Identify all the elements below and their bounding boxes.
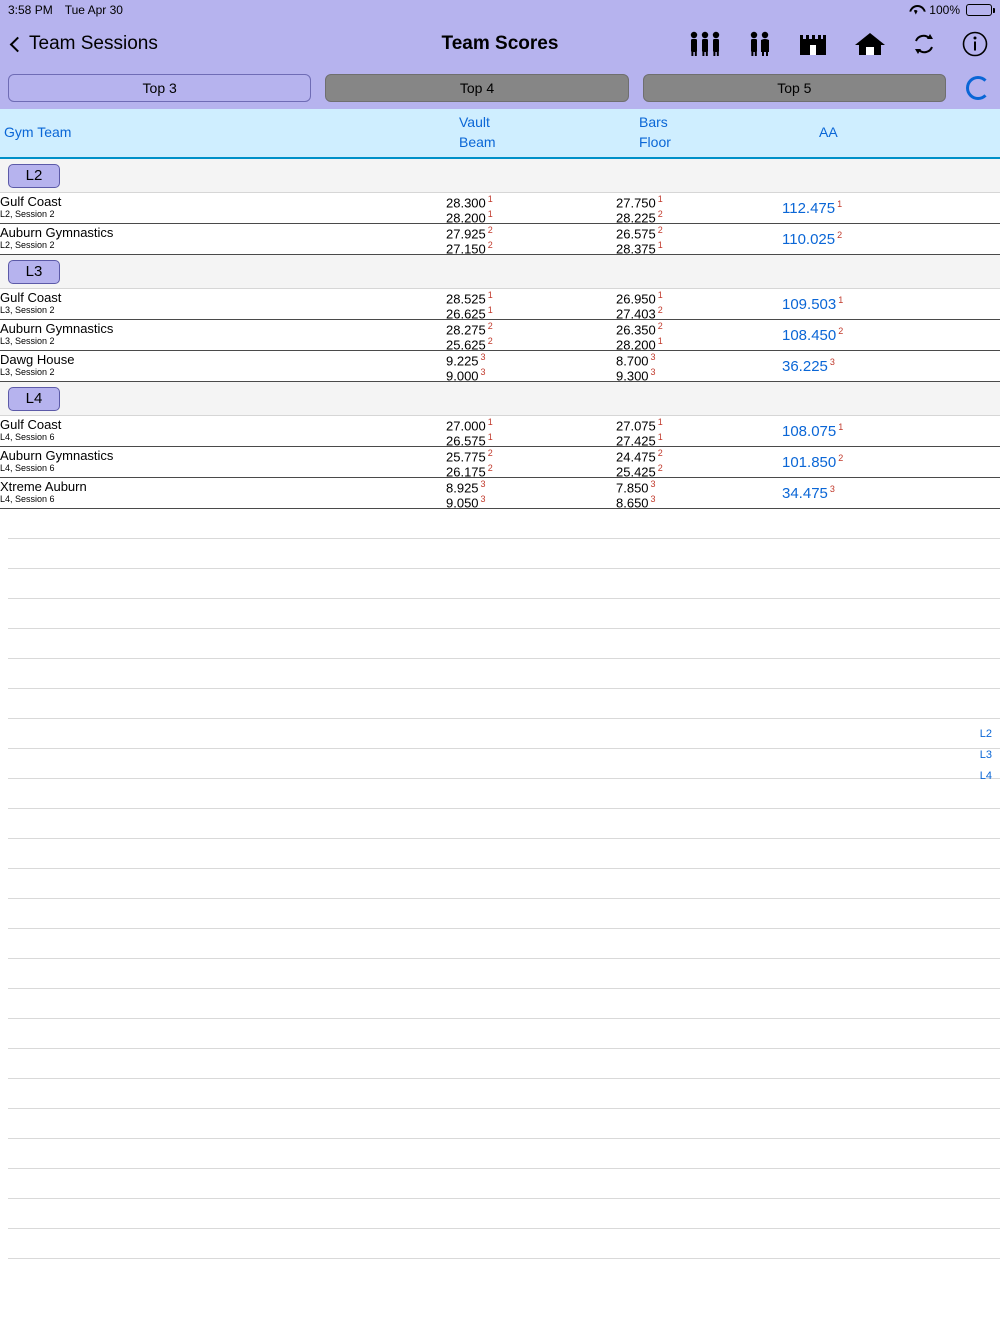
empty-row xyxy=(8,509,1000,539)
empty-rows xyxy=(8,509,1000,1259)
two-people-icon[interactable] xyxy=(748,31,772,57)
team-session: L2, Session 2 xyxy=(0,209,55,219)
wifi-icon xyxy=(909,5,923,16)
segment-top4[interactable] xyxy=(325,74,628,102)
team-name: Gulf Coast xyxy=(0,290,62,305)
table-row[interactable] xyxy=(0,320,1000,351)
score-aa: 109.503 $^1$ xyxy=(782,295,844,313)
page-title: Team Scores xyxy=(441,33,559,54)
team-session: L3, Session 2 xyxy=(0,305,55,315)
status-bar xyxy=(0,0,1000,20)
table-row[interactable] xyxy=(0,193,1000,224)
team-session: L4, Session 6 xyxy=(0,494,55,504)
empty-row xyxy=(8,1139,1000,1169)
team-name: Auburn Gymnastics xyxy=(0,321,114,336)
score-beam: 26.625 $^1$ xyxy=(446,305,493,322)
segment-top4-label: Top 4 xyxy=(459,80,495,96)
activity-spinner xyxy=(966,76,990,100)
score-bars: 8.700 $^3$ xyxy=(616,352,656,369)
column-header-bars[interactable]: Bars xyxy=(639,114,668,130)
navigation-bar xyxy=(0,20,1000,68)
section-index-bar[interactable] xyxy=(980,728,992,782)
score-beam: 27.150 $^2$ xyxy=(446,240,493,257)
score-beam: 26.575 $^1$ xyxy=(446,432,493,449)
team-name: Dawg House xyxy=(0,352,75,367)
group-header-l4 xyxy=(0,382,1000,416)
team-session: L4, Session 6 xyxy=(0,432,55,442)
score-bars: 27.750 $^1$ xyxy=(616,194,663,211)
table-row[interactable] xyxy=(0,224,1000,255)
level-badge[interactable]: L3 xyxy=(8,260,60,284)
score-vault: 27.000 $^1$ xyxy=(446,417,493,434)
score-floor: 27.425 $^1$ xyxy=(616,432,663,449)
empty-row xyxy=(8,1109,1000,1139)
empty-row xyxy=(8,839,1000,869)
team-name: Auburn Gymnastics xyxy=(0,448,114,463)
battery-icon xyxy=(966,4,992,16)
score-vault: 28.275 $^2$ xyxy=(446,321,493,338)
score-beam: 26.175 $^2$ xyxy=(446,463,493,480)
score-floor: 27.403 $^2$ xyxy=(616,305,663,322)
empty-row xyxy=(8,689,1000,719)
empty-row xyxy=(8,1049,1000,1079)
status-bar-left xyxy=(8,3,123,17)
score-floor: 25.425 $^2$ xyxy=(616,463,663,480)
score-floor: 9.300 $^3$ xyxy=(616,367,656,384)
status-time: 3:58 PM xyxy=(8,3,53,17)
column-header-vault[interactable]: Vault xyxy=(459,114,490,130)
empty-row xyxy=(8,569,1000,599)
status-date: Tue Apr 30 xyxy=(64,3,123,17)
table-row[interactable] xyxy=(0,351,1000,382)
empty-row xyxy=(8,1079,1000,1109)
score-aa: 108.075 $^1$ xyxy=(782,422,844,440)
empty-row xyxy=(8,599,1000,629)
empty-row xyxy=(8,1229,1000,1259)
score-bars: 7.850 $^3$ xyxy=(616,479,656,496)
back-button[interactable] xyxy=(12,33,158,55)
score-bars: 26.575 $^2$ xyxy=(616,225,663,242)
level-badge[interactable]: L4 xyxy=(8,387,60,411)
index-item-l2[interactable]: L2 xyxy=(979,728,992,740)
empty-row xyxy=(8,929,1000,959)
index-item-l4[interactable]: L4 xyxy=(979,770,992,782)
segment-top5[interactable] xyxy=(643,74,946,102)
score-vault: 25.775 $^2$ xyxy=(446,448,493,465)
empty-row xyxy=(8,959,1000,989)
table-row[interactable] xyxy=(0,289,1000,320)
empty-row xyxy=(8,779,1000,809)
score-bars: 26.950 $^1$ xyxy=(616,290,663,307)
top-n-segmented-control xyxy=(0,68,1000,109)
empty-row xyxy=(8,989,1000,1019)
empty-row xyxy=(8,1169,1000,1199)
table-row[interactable] xyxy=(0,478,1000,509)
team-session: L3, Session 2 xyxy=(0,367,55,377)
level-badge[interactable]: L2 xyxy=(8,164,60,188)
team-session: L2, Session 2 xyxy=(0,240,55,250)
empty-row xyxy=(8,899,1000,929)
score-aa: 110.025 $^2$ xyxy=(782,230,843,248)
empty-row xyxy=(8,809,1000,839)
score-aa: 108.450 $^2$ xyxy=(782,326,844,344)
scores-table xyxy=(0,159,1000,1259)
index-item-l3[interactable]: L3 xyxy=(979,749,992,761)
column-header-beam[interactable]: Beam xyxy=(459,134,496,150)
score-floor: 28.375 $^1$ xyxy=(616,240,663,257)
team-name: Auburn Gymnastics xyxy=(0,225,114,240)
battery-percent: 100% xyxy=(929,3,960,17)
group-header-l2 xyxy=(0,159,1000,193)
home-icon[interactable] xyxy=(854,31,886,57)
refresh-icon[interactable] xyxy=(912,32,936,56)
empty-row xyxy=(8,659,1000,689)
score-bars: 27.075 $^1$ xyxy=(616,417,663,434)
empty-row xyxy=(8,629,1000,659)
score-vault: 28.300 $^1$ xyxy=(446,194,493,211)
score-beam: 28.200 $^1$ xyxy=(446,209,493,226)
score-aa: 112.475 $^1$ xyxy=(782,199,843,217)
column-header xyxy=(0,109,1000,159)
column-header-floor[interactable]: Floor xyxy=(639,134,671,150)
group-header-l3 xyxy=(0,255,1000,289)
empty-row xyxy=(8,1019,1000,1049)
column-header-aa[interactable]: AA xyxy=(819,124,838,140)
gym-building-icon[interactable] xyxy=(798,31,828,57)
empty-row xyxy=(8,869,1000,899)
team-name: Gulf Coast xyxy=(0,417,62,432)
table-row[interactable] xyxy=(0,416,1000,447)
segment-top5-label: Top 5 xyxy=(777,80,812,96)
team-session: L4, Session 6 xyxy=(0,463,55,473)
chevron-left-icon xyxy=(10,36,26,52)
team-name: Xtreme Auburn xyxy=(0,479,87,494)
segment-top3-label: Top 3 xyxy=(142,80,177,96)
nav-icon-group xyxy=(688,31,988,57)
back-button-label: Team Sessions xyxy=(29,33,158,54)
column-header-team[interactable]: Gym Team xyxy=(4,124,72,140)
score-floor: 28.200 $^1$ xyxy=(616,336,663,353)
score-floor: 28.225 $^2$ xyxy=(616,209,663,226)
score-vault: 9.225 $^3$ xyxy=(446,352,486,369)
score-vault: 8.925 $^3$ xyxy=(446,479,486,496)
table-row[interactable] xyxy=(0,447,1000,478)
score-bars: 26.350 $^2$ xyxy=(616,321,663,338)
score-beam: 25.625 $^2$ xyxy=(446,336,493,353)
score-beam: 9.050 $^3$ xyxy=(446,494,486,511)
empty-row xyxy=(8,1199,1000,1229)
score-bars: 24.475 $^2$ xyxy=(616,448,663,465)
info-icon[interactable] xyxy=(962,31,988,57)
empty-row xyxy=(8,719,1000,749)
score-beam: 9.000 $^3$ xyxy=(446,367,486,384)
empty-row xyxy=(8,749,1000,779)
score-aa: 36.225 $^3$ xyxy=(782,357,835,375)
score-aa: 34.475 $^3$ xyxy=(782,484,835,502)
group-people-icon[interactable] xyxy=(688,31,722,57)
segment-top3[interactable] xyxy=(8,74,311,102)
score-floor: 8.650 $^3$ xyxy=(616,494,656,511)
empty-row xyxy=(8,539,1000,569)
score-aa: 101.850 $^2$ xyxy=(782,453,844,471)
team-session: L3, Session 2 xyxy=(0,336,55,346)
team-name: Gulf Coast xyxy=(0,194,62,209)
status-bar-right xyxy=(909,3,992,17)
score-vault: 28.525 $^1$ xyxy=(446,290,493,307)
score-vault: 27.925 $^2$ xyxy=(446,225,493,242)
